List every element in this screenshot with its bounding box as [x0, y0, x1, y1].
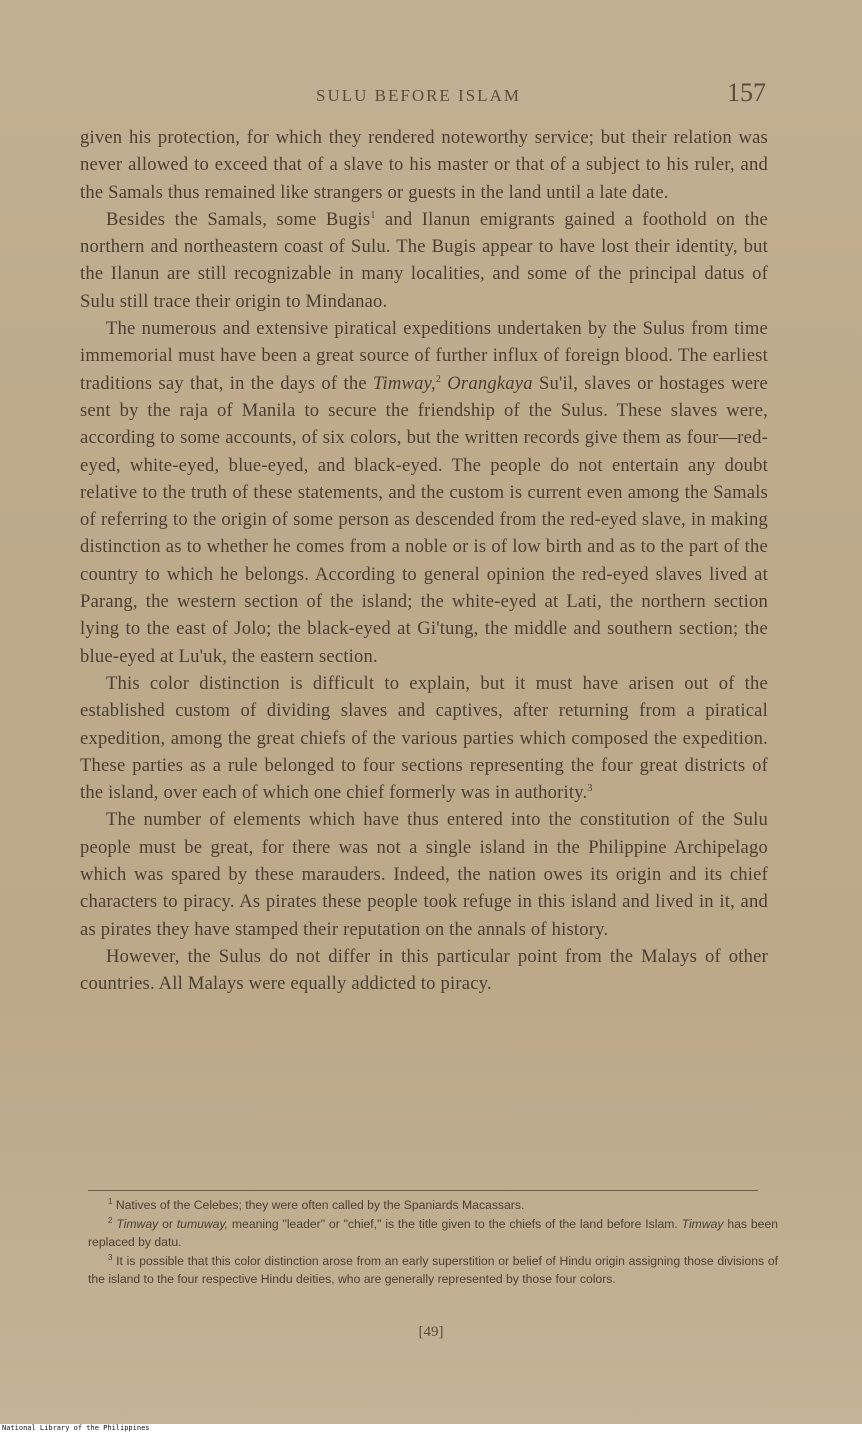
page-header — [0, 78, 862, 118]
footnote-2-text: meaning "leader" or "chief," is the title given to the chiefs of the land before Islam. — [228, 1216, 682, 1231]
footnote-divider — [88, 1190, 758, 1191]
footnote-2-term-timway-2: Timway — [681, 1216, 724, 1231]
paragraph-6 — [80, 943, 768, 998]
footnote-ref-3: 3 — [587, 782, 593, 794]
paragraph-3-text-b: Su'il, slaves or hostages were sent by the raja of Manila to secure the friendship of the Sulus. These slaves were, according to some accounts, of six colors, but the written records give them as four—red-eyed, white-eyed, blue-eyed, and black-eyed. The people do not entertain any doubt relative to the truth of these statements, and the custom is current even among the Samals of referring to the origin of some person as descended from the red-eyed slave, in making distinction as to whether he comes from a noble or is of low birth and as to the part of the country to which he belongs. According to general opinion the red-eyed slaves lived at Parang, the western section of the island; the white-eyed at Lati, the northern section lying to the east of Jolo; the black-eyed at Gi'tung, the middle and southern section; the blue-eyed at Lu'uk, the eastern section. — [80, 372, 768, 667]
paragraph-2-text-a: Besides the Samals, some Bugis — [106, 208, 371, 230]
signature-mark: [49] — [418, 1324, 444, 1340]
footnote-3-mark: 3 — [108, 1252, 113, 1262]
library-stamp: National Library of the Philippines — [0, 1424, 862, 1433]
footnote-1 — [88, 1196, 778, 1215]
paragraph-5-text: The number of elements which have thus entered into the constitution of the Sulu people must be great, for there was not a single island in the Philippine Archipelago which was spared by these marauders. Indeed, the nation owes its origin and its chief characters to piracy. As pirates these people took refuge in this island and lived in it, and as pirates they have stamped their reputation on the annals of history. — [80, 809, 768, 940]
paragraph-6-text: However, the Sulus do not differ in this particular point from the Malays of other countries. All Malays were equally addicted to piracy. — [80, 945, 768, 995]
body-text — [80, 124, 768, 998]
paragraph-5 — [80, 806, 768, 942]
footnote-ref-2: 2 — [435, 373, 442, 385]
paragraph-3 — [80, 315, 768, 670]
running-head: SULU BEFORE ISLAM — [316, 86, 521, 105]
footnote-1-mark: 1 — [108, 1196, 113, 1206]
footnote-3 — [88, 1252, 778, 1289]
paragraph-2-text-b: and Ilanun emigrants gained a foothold on the northern and northeastern coast of Sulu. The Bugis appear to have lost their identity, but the Ilanun are still recognizable in many localities, and some of the principal datus of Sulu still trace their origin to Mindanao. — [80, 208, 768, 312]
paragraph-1-text: given his protection, for which they rendered noteworthy service; but their relation was never allowed to exceed that of a slave to his master or that of a subject to his ruler, and the Samals thus remained like strangers or guests in the land until a late date. — [80, 127, 768, 203]
footnote-1-text: Natives of the Celebes; they were often called by the Spaniards Macassars. — [112, 1198, 525, 1212]
paragraph-3-text-a: The numerous and extensive piratical expeditions undertaken by the Sulus from time immemorial must have been a great source of further influx of foreign blood. The earliest traditions say that, in the days of the — [80, 318, 768, 394]
footnote-2 — [88, 1215, 778, 1252]
footnote-2-term-timway: Timway — [112, 1216, 159, 1231]
term-orangkaya: Orangkaya — [441, 372, 533, 394]
footnote-3-text: It is possible that this color distinction arose from an early superstition or belief of Hindu origin assigning those divisions of the island to the four respective Hindu deities, who are generally represented by those four colors. — [88, 1253, 778, 1286]
footnote-2-term-tumuway: tumuway, — [176, 1216, 229, 1231]
paragraph-1 — [80, 124, 768, 206]
footnotes — [88, 1196, 778, 1289]
footnote-2-or: or — [158, 1216, 177, 1231]
footnote-2-text-2: has been replaced by datu. — [88, 1216, 779, 1249]
footnote-ref-1: 1 — [370, 209, 376, 221]
paragraph-2 — [80, 206, 768, 315]
term-timway: Timway, — [373, 372, 436, 394]
page-number: 157 — [727, 78, 766, 107]
paragraph-4 — [80, 670, 768, 806]
paragraph-4-text: This color distinction is difficult to explain, but it must have arisen out of the established custom of dividing slaves and captives, after returning from a piratical expedition, among the great chiefs of the various parties which composed the expedition. These parties as a rule belonged to four sections representing the four great districts of the island, over each of which one chief formerly was in authority. — [80, 672, 768, 804]
footnote-2-mark: 2 — [108, 1215, 113, 1225]
